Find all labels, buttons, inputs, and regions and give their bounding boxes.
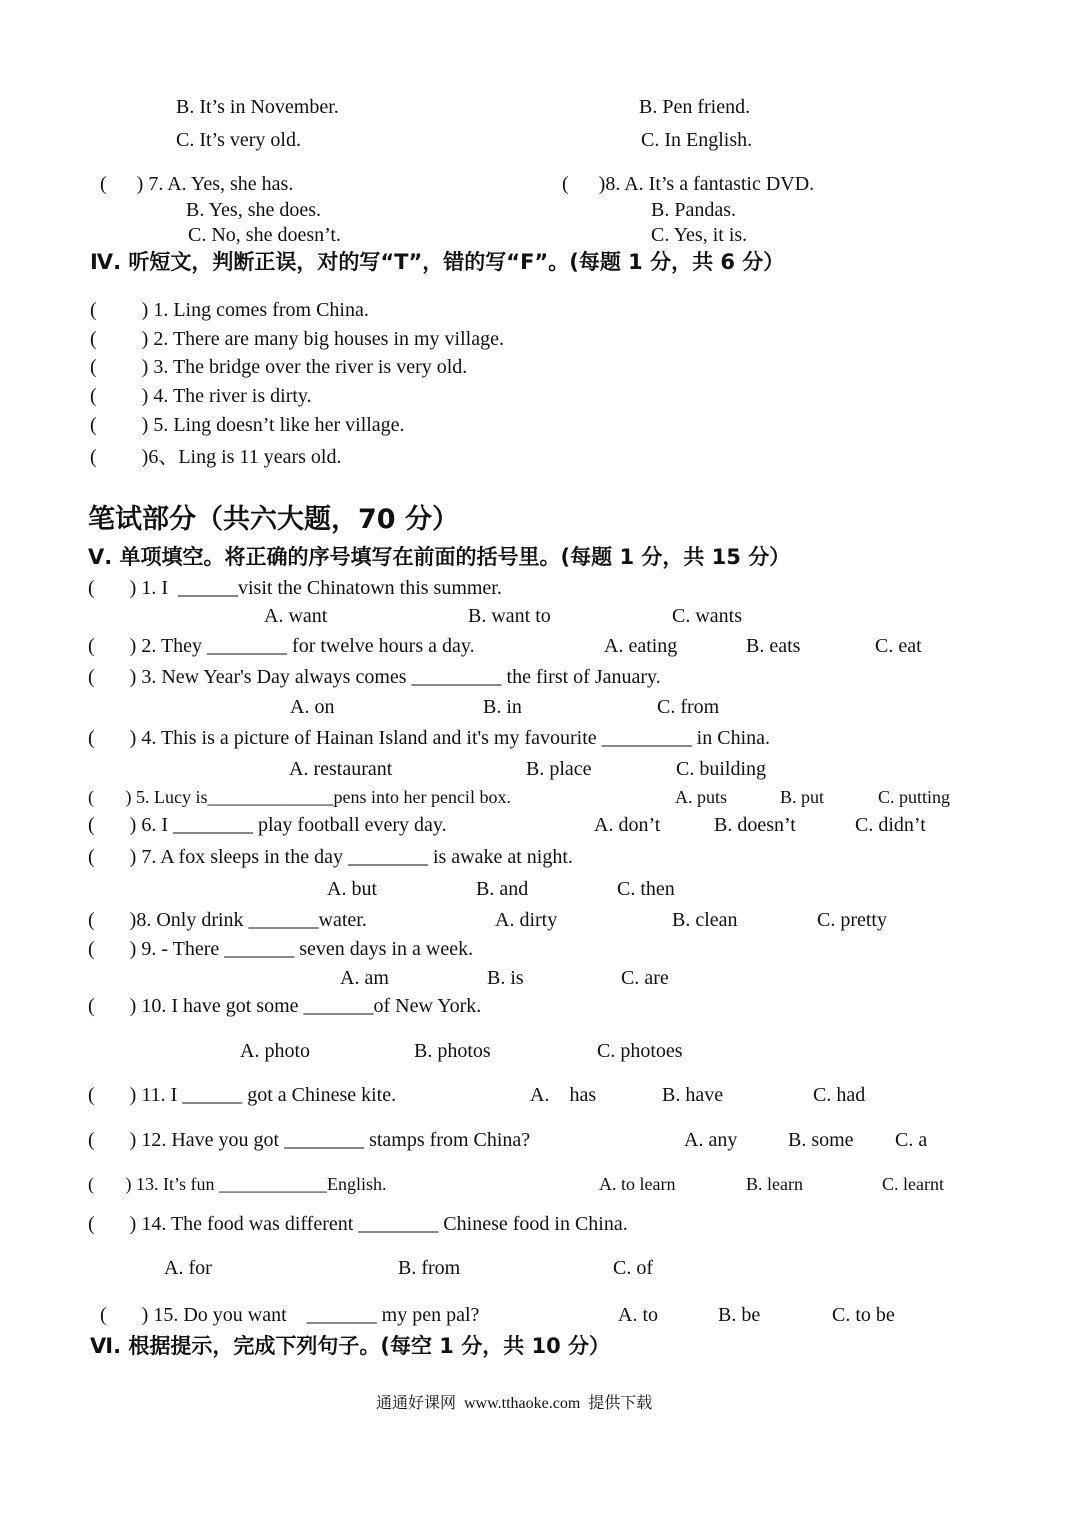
option-text: C. from [657, 696, 720, 718]
option-text: C. of [613, 1257, 653, 1279]
option-text: B. place [526, 758, 592, 780]
option-text: A. any [684, 1129, 738, 1151]
option-text: B. Pen friend. [639, 96, 751, 118]
page-footer: 通通好课网 www.tthaoke.com 提供下载 [376, 1395, 653, 1412]
option-text: C. didn’t [855, 814, 926, 836]
section-heading: Ⅵ. 根据提示，完成下列句子。(每空 1 分，共 10 分） [90, 1334, 611, 1358]
question-text: ( ) 1. I ______visit the Chinatown this summer. [88, 577, 502, 599]
question-text: ( ) 11. I ______ got a Chinese kite. [88, 1084, 397, 1106]
option-text: A. to [618, 1304, 658, 1326]
question-text: ( ) 9. - There _______ seven days in a week. [88, 938, 474, 960]
option-text: A. want [264, 605, 328, 627]
option-text: B. It’s in November. [176, 96, 339, 118]
option-text: A. puts [675, 787, 728, 807]
option-text: B. put [780, 787, 825, 807]
question-text: ( ) 6. I ________ play football every day. [88, 814, 447, 836]
option-text: B. some [788, 1129, 854, 1151]
option-text: A. photo [240, 1040, 310, 1062]
option-text: A. don’t [594, 814, 661, 836]
page-title: 笔试部分（共六大题，70 分） [88, 504, 459, 535]
option-text: B. learn [746, 1174, 803, 1194]
option-text: B. is [487, 967, 524, 989]
option-text: C. pretty [817, 909, 887, 931]
section-heading: Ⅴ. 单项填空。将正确的序号填写在前面的括号里。(每题 1 分，共 15 分） [88, 545, 791, 569]
question-text: ( ) 5. Lucy is______________pens into her pencil box. [88, 787, 511, 807]
option-text: C. are [621, 967, 669, 989]
list-item: ( )6、Ling is 11 years old. [90, 446, 342, 468]
option-text: C. had [813, 1084, 866, 1106]
option-text: B. Yes, she does. [186, 199, 322, 221]
option-text: A. restaurant [289, 758, 393, 780]
option-text: B. photos [414, 1040, 491, 1062]
option-text: B. and [476, 878, 529, 900]
question-text: ( ) 7. A. Yes, she has. [100, 173, 294, 195]
option-text: C. wants [672, 605, 742, 627]
option-text: A. has [530, 1084, 597, 1106]
question-text: ( ) 15. Do you want _______ my pen pal? [100, 1304, 480, 1326]
option-text: B. want to [468, 605, 551, 627]
option-text: C. putting [878, 787, 951, 807]
option-text: A. on [290, 696, 335, 718]
option-text: C. building [676, 758, 767, 780]
option-text: C. It’s very old. [176, 129, 301, 151]
question-text: ( ) 2. They ________ for twelve hours a day. [88, 635, 475, 657]
option-text: A. eating [604, 635, 678, 657]
option-text: B. doesn’t [714, 814, 796, 836]
option-text: B. be [718, 1304, 761, 1326]
section-heading: Ⅳ. 听短文，判断正误，对的写“T”，错的写“F”。(每题 1 分，共 6 分） [90, 250, 785, 274]
option-text: B. in [483, 696, 522, 718]
question-text: ( ) 7. A fox sleeps in the day ________ is awake at night. [88, 846, 573, 868]
option-text: A. am [340, 967, 389, 989]
question-text: ( ) 13. It’s fun ____________English. [88, 1174, 387, 1194]
option-text: A. but [327, 878, 377, 900]
option-text: C. No, she doesn’t. [188, 224, 341, 246]
option-text: B. eats [746, 635, 801, 657]
option-text: C. Yes, it is. [651, 224, 748, 246]
option-text: A. for [164, 1257, 212, 1279]
option-text: C. In English. [641, 129, 753, 151]
question-text: ( )8. A. It’s a fantastic DVD. [562, 173, 815, 195]
question-text: ( ) 4. This is a picture of Hainan Island and it's my favourite _________ in China. [88, 727, 771, 749]
question-text: ( ) 3. New Year's Day always comes _________ the first of January. [88, 666, 661, 688]
option-text: C. photoes [597, 1040, 683, 1062]
option-text: C. eat [875, 635, 922, 657]
option-text: A. to learn [599, 1174, 676, 1194]
option-text: C. to be [832, 1304, 895, 1326]
option-text: A. dirty [495, 909, 558, 931]
option-text: B. Pandas. [651, 199, 736, 221]
list-item: ( ) 2. There are many big houses in my village. [90, 328, 504, 350]
option-text: B. clean [672, 909, 738, 931]
option-text: B. have [662, 1084, 724, 1106]
question-text: ( ) 10. I have got some _______of New York. [88, 995, 482, 1017]
option-text: C. learnt [882, 1174, 944, 1194]
list-item: ( ) 4. The river is dirty. [90, 385, 312, 407]
question-text: ( ) 14. The food was different ________ Chinese food in China. [88, 1213, 628, 1235]
list-item: ( ) 5. Ling doesn’t like her village. [90, 414, 405, 436]
option-text: B. from [398, 1257, 461, 1279]
question-text: ( )8. Only drink _______water. [88, 909, 367, 931]
option-text: C. a [895, 1129, 928, 1151]
list-item: ( ) 3. The bridge over the river is very old. [90, 356, 468, 378]
question-text: ( ) 12. Have you got ________ stamps from China? [88, 1129, 531, 1151]
option-text: C. then [617, 878, 675, 900]
list-item: ( ) 1. Ling comes from China. [90, 299, 369, 321]
